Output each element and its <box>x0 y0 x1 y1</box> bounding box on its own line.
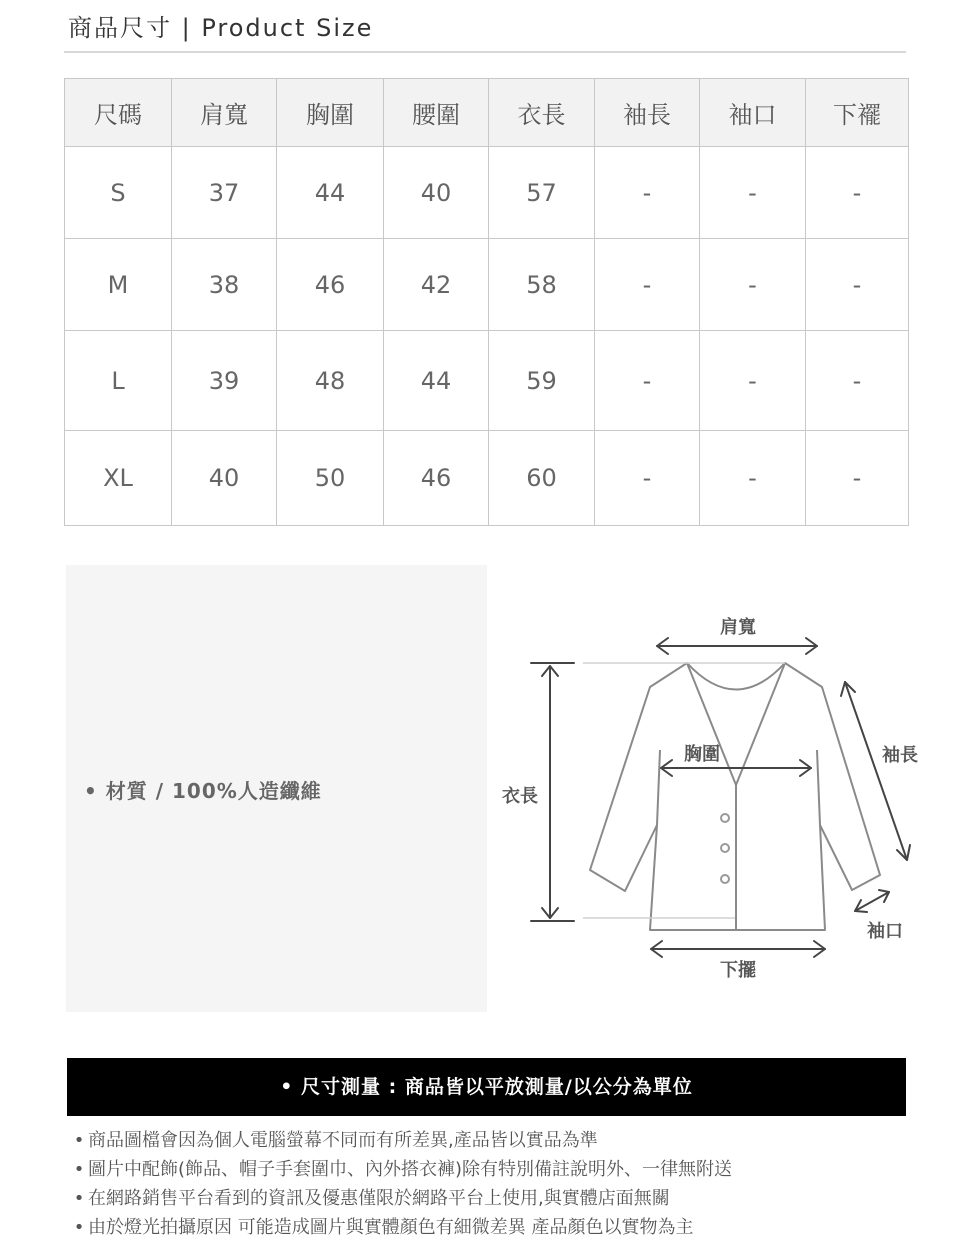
table-cell: 57 <box>489 147 595 239</box>
button-icon <box>721 844 729 852</box>
table-cell: 42 <box>384 239 489 331</box>
column-header: 肩寬 <box>172 79 277 147</box>
table-cell: 38 <box>172 239 277 331</box>
size-table <box>64 78 909 526</box>
table-header-row <box>65 79 909 147</box>
page-title: 商品尺寸 | Product Size <box>68 14 374 42</box>
table-cell: 50 <box>277 431 384 526</box>
column-header: 衣長 <box>489 79 595 147</box>
measurement-notice-bar: • 尺寸測量 : 商品皆以平放測量/以公分為單位 <box>67 1058 906 1116</box>
table-cell: M <box>65 239 172 331</box>
table-cell: L <box>65 331 172 431</box>
bullet: • <box>84 779 98 803</box>
table-row <box>65 147 909 239</box>
column-header: 胸圍 <box>277 79 384 147</box>
table-cell: XL <box>65 431 172 526</box>
table-cell: 60 <box>489 431 595 526</box>
garment-measurement-diagram <box>495 600 935 990</box>
table-cell: 48 <box>277 331 384 431</box>
table-cell: 40 <box>384 147 489 239</box>
hem-label: 下擺 <box>720 960 756 981</box>
table-cell: - <box>806 239 909 331</box>
button-icon <box>721 875 729 883</box>
list-item: • 商品圖檔會因為個人電腦螢幕不同而有所差異,產品皆以實品為準 <box>73 1130 598 1151</box>
column-header: 袖長 <box>595 79 700 147</box>
table-cell: - <box>806 431 909 526</box>
table-cell: 44 <box>277 147 384 239</box>
list-item: • 由於燈光拍攝原因 可能造成圖片與實體顏色有細微差異 產品顏色以實物為主 <box>73 1217 694 1238</box>
sleeve-seam <box>657 750 660 825</box>
table-cell: - <box>700 147 806 239</box>
table-cell: S <box>65 147 172 239</box>
column-header: 腰圍 <box>384 79 489 147</box>
table-cell: - <box>595 331 700 431</box>
button-icon <box>721 814 729 822</box>
material-panel <box>66 565 487 1012</box>
table-cell: - <box>700 431 806 526</box>
length-label: 衣長 <box>502 786 538 807</box>
table-cell: 37 <box>172 147 277 239</box>
table-row <box>65 239 909 331</box>
table-cell: 58 <box>489 239 595 331</box>
table-cell: - <box>595 431 700 526</box>
cuff-label: 袖口 <box>867 921 903 942</box>
table-cell: 39 <box>172 331 277 431</box>
material-info <box>84 775 322 804</box>
table-cell: - <box>700 239 806 331</box>
table-cell: 40 <box>172 431 277 526</box>
shoulder-label: 肩寬 <box>720 617 756 638</box>
sleeve-seam <box>817 750 820 825</box>
table-cell: - <box>700 331 806 431</box>
chest-label: 胸圍 <box>684 744 720 765</box>
list-item: • 在網路銷售平台看到的資訊及優惠僅限於網路平台上使用,與實體店面無關 <box>73 1188 670 1209</box>
column-header: 袖口 <box>700 79 806 147</box>
table-cell: - <box>806 331 909 431</box>
table-cell: - <box>595 147 700 239</box>
notes-list <box>70 1126 930 1242</box>
table-cell: 59 <box>489 331 595 431</box>
table-cell: 46 <box>277 239 384 331</box>
table-cell: 44 <box>384 331 489 431</box>
material-text: 材質 / 100%人造纖維 <box>105 779 322 803</box>
table-cell: - <box>806 147 909 239</box>
list-item: • 圖片中配飾(飾品、帽子手套圍巾、內外搭衣褲)除有特別備註說明外、一律無附送 <box>73 1159 733 1180</box>
column-header: 尺碼 <box>65 79 172 147</box>
table-cell: - <box>595 239 700 331</box>
table-cell: 46 <box>384 431 489 526</box>
neckline <box>687 663 785 785</box>
table-row <box>65 331 909 431</box>
column-header: 下襬 <box>806 79 909 147</box>
title-divider <box>64 51 906 53</box>
sleeve-label: 袖長 <box>882 745 918 766</box>
table-row <box>65 431 909 526</box>
